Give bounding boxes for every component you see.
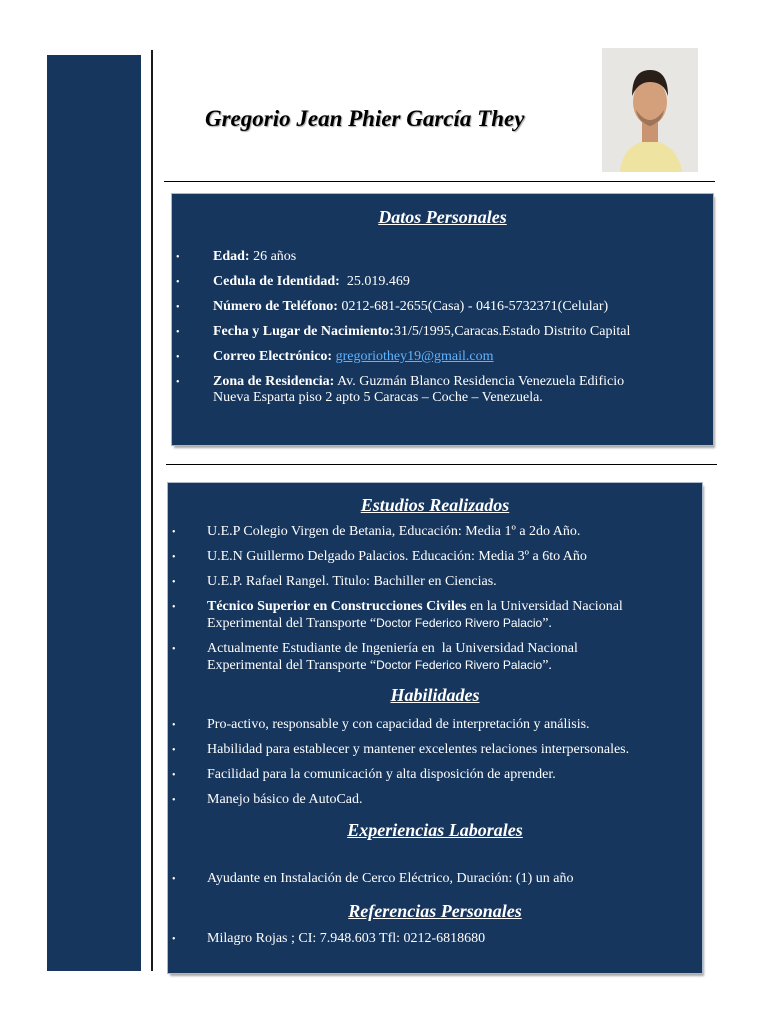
skills-item-4: Manejo básico de AutoCad. [207, 792, 363, 807]
studies-item-5-line2a: Experimental del Transporte “ [207, 658, 377, 673]
skills-item-3: Facilidad para la comunicación y alta disposición de aprender. [207, 767, 556, 782]
candidate-name: Gregorio Jean Phier García They [205, 106, 525, 131]
email-label: Correo Electrónico: [213, 349, 333, 364]
bullet: • [176, 327, 180, 338]
age-item [213, 249, 296, 265]
studies-title: Estudios Realizados [360, 495, 510, 515]
details-panel [168, 483, 702, 973]
phone-value: 0212-681-2655(Casa) - 0416-5732371(Celular) [337, 299, 609, 314]
references-title: Referencias Personales [348, 901, 522, 921]
sidebar-bar [47, 55, 141, 971]
header-rule [164, 181, 715, 182]
phone-label: Número de Teléfono: [213, 299, 338, 314]
studies-item-2: U.E.N Guillermo Delgado Palacios. Educación: Media 3º a 6to Año [207, 549, 587, 564]
studies-item-5-line2b: Doctor Federico Rivero Palacio [376, 658, 543, 672]
studies-item-5-line2c: ”. [542, 658, 552, 673]
bullet: • [172, 602, 176, 613]
birth-label: Fecha y Lugar de Nacimiento: [213, 324, 394, 339]
bullet: • [172, 720, 176, 731]
bullet: • [172, 795, 176, 806]
skills-item-1: Pro-activo, responsable y con capacidad de interpretación y análisis. [207, 717, 590, 732]
age-label: Edad: [213, 249, 250, 264]
studies-item-4-line2c: ”. [542, 616, 552, 631]
bullet: • [176, 377, 180, 388]
studies-item-1: U.E.P Colegio Virgen de Betania, Educación: Media 1º a 2do Año. [207, 524, 581, 539]
residence-item [213, 374, 624, 406]
birth-value: 31/5/1995,Caracas.Estado Distrito Capital [393, 324, 631, 339]
studies-item-4-bold: Técnico Superior en Construcciones Civiles [207, 599, 467, 614]
studies-item-4 [207, 599, 623, 632]
phone-item [213, 299, 608, 315]
bullet: • [176, 302, 180, 313]
age-value: 26 años [249, 249, 297, 264]
profile-photo [602, 48, 698, 172]
sidebar-divider [151, 50, 153, 971]
bullet: • [176, 277, 180, 288]
bullet: • [172, 577, 176, 588]
bullet: • [172, 770, 176, 781]
birth-item [213, 324, 630, 340]
bullet: • [176, 252, 180, 263]
studies-item-4-line2b: Doctor Federico Rivero Palacio [376, 616, 543, 630]
residence-value-1: Av. Guzmán Blanco Residencia Venezuela Edificio [334, 374, 625, 389]
middle-rule [166, 464, 717, 465]
email-item [213, 349, 494, 365]
bullet: • [172, 934, 176, 945]
personal-data-panel [172, 194, 713, 445]
studies-item-4-line2a: Experimental del Transporte “ [207, 616, 377, 631]
email-link[interactable]: gregoriothey19@gmail.com [335, 349, 494, 364]
experience-title: Experiencias Laborales [347, 820, 523, 840]
bullet: • [172, 745, 176, 756]
id-item [213, 274, 410, 290]
id-label: Cedula de Identidad: [213, 274, 340, 289]
studies-item-4-rest: en la Universidad Nacional [466, 599, 623, 614]
skills-item-2: Habilidad para establecer y mantener excelentes relaciones interpersonales. [207, 742, 630, 757]
residence-value-2: Nueva Esparta piso 2 apto 5 Caracas – Coche – Venezuela. [213, 390, 543, 405]
bullet: • [172, 527, 176, 538]
bullet: • [172, 874, 176, 885]
studies-item-5 [207, 641, 578, 674]
references-item-1: Milagro Rojas ; CI: 7.948.603 Tfl: 0212-6818680 [207, 931, 486, 946]
bullet: • [172, 552, 176, 563]
studies-item-3: U.E.P. Rafael Rangel. Titulo: Bachiller en Ciencias. [207, 574, 497, 589]
bullet: • [176, 352, 180, 363]
experience-item-1: Ayudante en Instalación de Cerco Eléctrico, Duración: (1) un año [207, 871, 574, 886]
profile-photo-image [602, 48, 698, 172]
personal-data-title: Datos Personales [378, 207, 507, 227]
residence-label: Zona de Residencia: [213, 374, 335, 389]
studies-item-5-line1: Actualmente Estudiante de Ingeniería en la Universidad Nacional [207, 641, 578, 656]
id-value: 25.019.469 [339, 274, 410, 289]
skills-title: Habilidades [390, 685, 480, 705]
bullet: • [172, 644, 176, 655]
